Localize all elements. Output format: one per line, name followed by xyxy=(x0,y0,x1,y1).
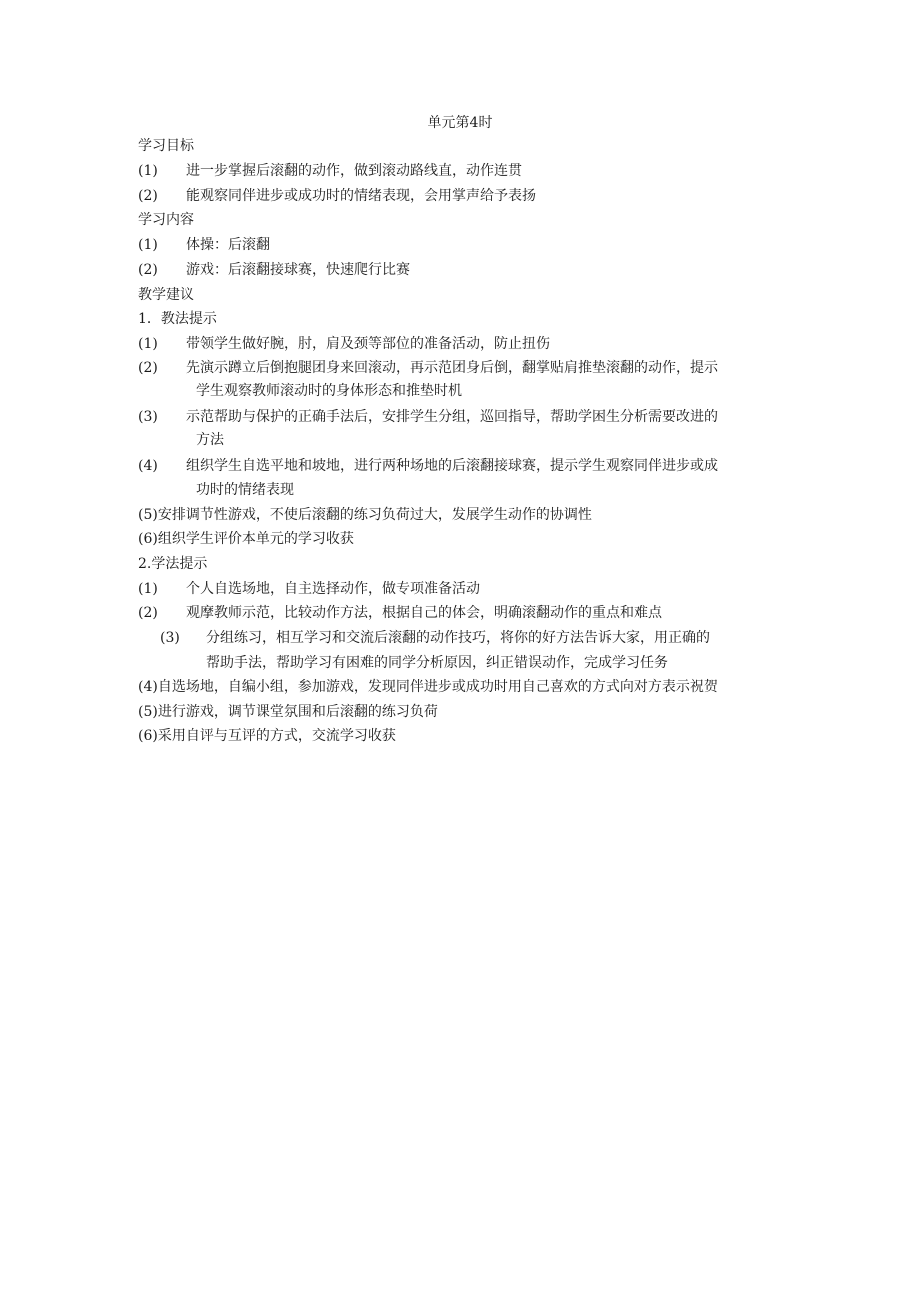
learning-text: 采用自评与互评的方式，交流学习收获 xyxy=(157,728,396,744)
teaching-text-cont: 功时的情绪表现 xyxy=(196,482,294,498)
content-text: 游戏：后滚翻接球赛，快速爬行比赛 xyxy=(186,262,410,278)
teaching-text: 先演示蹲立后倒抱腿团身来回滚动，再示范团身后倒，翻掌贴肩推垫滚翻的动作，提示 xyxy=(186,360,718,376)
learning-num: (4) xyxy=(138,679,158,695)
teaching-text: 带领学生做好腕，肘，肩及颈等部位的准备活动，防止扭伤 xyxy=(186,336,550,352)
objective-text: 能观察同伴进步或成功时的情绪表现，会用掌声给予表扬 xyxy=(186,188,536,204)
content-text: 体操：后滚翻 xyxy=(186,237,270,253)
teaching-num: (6) xyxy=(138,531,158,547)
page-title: 单元第4时 xyxy=(427,115,493,131)
learning-num: (5) xyxy=(138,704,158,720)
teaching-item xyxy=(138,530,354,548)
teaching-num: (5) xyxy=(138,507,158,523)
content-heading: 学习内容 xyxy=(138,212,194,228)
learning-num: (3) xyxy=(160,630,180,646)
learning-item xyxy=(138,703,438,721)
teaching-text-cont: 学生观察教师滚动时的身体形态和推垫时机 xyxy=(196,383,462,399)
teaching-text-cont: 方法 xyxy=(196,432,224,448)
learning-text: 个人自选场地，自主选择动作，做专项准备活动 xyxy=(186,581,480,597)
objectives-heading: 学习目标 xyxy=(138,138,194,154)
teaching-num: (4) xyxy=(138,458,158,474)
learning-heading: 2.学法提示 xyxy=(138,556,208,572)
teaching-text: 安排调节性游戏，不使后滚翻的练习负荷过大，发展学生动作的协调性 xyxy=(157,507,592,523)
teaching-text: 示范帮助与保护的正确手法后，安排学生分组，巡回指导，帮助学困生分析需要改进的 xyxy=(186,409,718,425)
teaching-text: 组织学生评价本单元的学习收获 xyxy=(157,531,354,547)
teaching-num: (1) xyxy=(138,336,158,352)
learning-text: 自选场地，自编小组，参加游戏，发现同伴进步或成功时用自己喜欢的方式向对方表示祝贺 xyxy=(157,679,718,695)
content-num: (1) xyxy=(138,237,158,253)
learning-text: 进行游戏，调节课堂氛围和后滚翻的练习负荷 xyxy=(157,704,438,720)
objective-num: (1) xyxy=(138,163,158,179)
objective-text: 进一步掌握后滚翻的动作，做到滚动路线直，动作连贯 xyxy=(186,163,522,179)
teaching-num: (3) xyxy=(138,409,158,425)
teaching-item xyxy=(138,506,592,524)
suggestion-heading: 教学建议 xyxy=(138,287,194,303)
learning-text: 观摩教师示范，比较动作方法，根据自己的体会，明确滚翻动作的重点和难点 xyxy=(186,605,662,621)
teaching-num: (2) xyxy=(138,360,158,376)
teaching-text: 组织学生自选平地和坡地，进行两种场地的后滚翻接球赛，提示学生观察同伴进步或成 xyxy=(186,458,718,474)
learning-text-cont: 帮助手法，帮助学习有困难的同学分析原因，纠正错误动作，完成学习任务 xyxy=(206,655,668,671)
content-num: (2) xyxy=(138,262,158,278)
learning-num: (1) xyxy=(138,581,158,597)
learning-num: (6) xyxy=(138,728,158,744)
learning-item xyxy=(138,678,718,696)
learning-item xyxy=(138,727,396,745)
learning-num: (2) xyxy=(138,605,158,621)
objective-num: (2) xyxy=(138,188,158,204)
teaching-heading: 1．教法提示 xyxy=(138,311,217,327)
learning-text: 分组练习，相互学习和交流后滚翻的动作技巧，将你的好方法告诉大家，用正确的 xyxy=(206,630,710,646)
